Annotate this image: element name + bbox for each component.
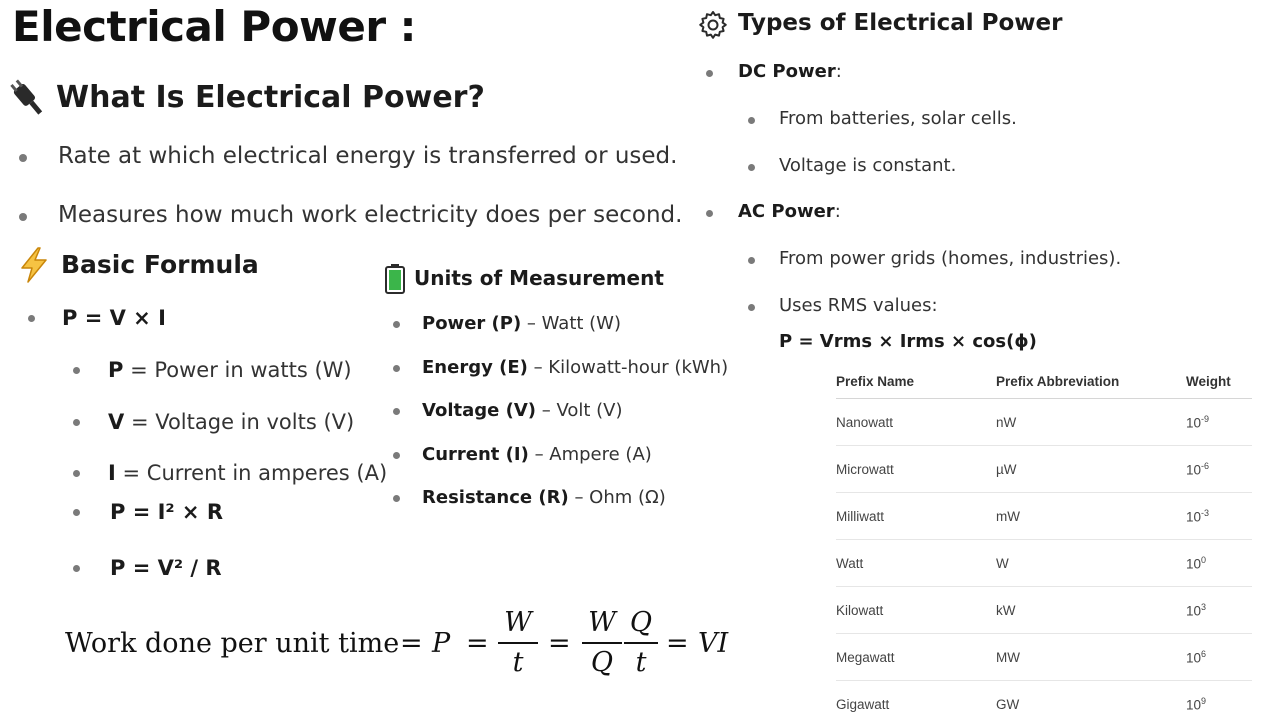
what-is-bullet-1: Rate at which electrical energy is transferred or used. xyxy=(58,143,677,169)
fraction-bar xyxy=(498,642,538,644)
bullet-icon xyxy=(19,154,27,162)
weight-exponent: -6 xyxy=(1201,461,1209,471)
prefix-weight xyxy=(1186,587,1252,634)
fraction-w-over-t xyxy=(498,606,538,680)
ac-label: AC Power xyxy=(738,201,835,222)
def-power xyxy=(108,358,352,382)
prefix-weight xyxy=(1186,493,1252,540)
page-title: Electrical Power : xyxy=(12,2,416,51)
dc-item-2: Voltage is constant. xyxy=(779,155,956,176)
prefix-abbreviation: mW xyxy=(996,493,1186,540)
def-current xyxy=(108,461,387,485)
weight-base: 10 xyxy=(1186,603,1201,618)
prefix-name: Megawatt xyxy=(836,634,996,681)
main-formula: P = V × I xyxy=(62,306,166,330)
denominator: Q xyxy=(582,646,622,680)
dc-item-1: From batteries, solar cells. xyxy=(779,108,1017,129)
bullet-icon xyxy=(73,419,80,426)
table-row xyxy=(836,540,1252,587)
formula-rhs: VI xyxy=(698,628,728,659)
weight-base: 10 xyxy=(1186,556,1201,571)
bullet-icon xyxy=(73,509,80,516)
denominator: t xyxy=(624,646,658,680)
weight-exponent: 9 xyxy=(1201,696,1206,706)
weight-base: 10 xyxy=(1186,415,1201,430)
table-row xyxy=(836,587,1252,634)
table-row xyxy=(836,399,1252,446)
bullet-icon xyxy=(748,164,755,171)
def-symbol: P xyxy=(108,358,123,382)
fraction-q-over-t xyxy=(624,606,658,680)
dc-power-label xyxy=(738,61,842,82)
bullet-icon xyxy=(393,495,400,502)
unit-name: Power ( xyxy=(422,313,500,334)
unit-close: ) xyxy=(560,487,568,508)
table-row xyxy=(836,446,1252,493)
prefix-name: Milliwatt xyxy=(836,493,996,540)
def-text: = Current in amperes (A) xyxy=(116,461,387,485)
prefix-weight xyxy=(1186,399,1252,446)
denominator: t xyxy=(498,646,538,680)
lightning-icon xyxy=(16,246,52,288)
types-heading: Types of Electrical Power xyxy=(738,10,1062,36)
gear-icon xyxy=(698,10,728,44)
unit-symbol: R xyxy=(547,487,561,508)
bullet-icon xyxy=(706,210,713,217)
bullet-icon xyxy=(73,565,80,572)
unit-desc: – Volt (V) xyxy=(536,400,623,421)
ac-item-2: Uses RMS values: xyxy=(779,295,938,316)
unit-item-voltage xyxy=(422,400,623,421)
ac-power-label xyxy=(738,201,841,222)
unit-symbol: I xyxy=(514,444,521,465)
unit-name: Current ( xyxy=(422,444,514,465)
prefix-abbreviation: kW xyxy=(996,587,1186,634)
weight-exponent: 3 xyxy=(1201,602,1206,612)
battery-icon xyxy=(385,264,405,298)
fraction-w-over-q xyxy=(582,606,622,680)
weight-base: 10 xyxy=(1186,650,1201,665)
unit-item-energy xyxy=(422,357,728,378)
column-header: Prefix Abbreviation xyxy=(996,364,1186,399)
formula-eq: = xyxy=(548,628,571,659)
alt-formula-1: P = I² × R xyxy=(110,500,223,524)
weight-base: 10 xyxy=(1186,509,1201,524)
table-row xyxy=(836,493,1252,540)
prefix-abbreviation: GW xyxy=(996,681,1186,727)
bullet-icon xyxy=(393,452,400,459)
unit-close: ) xyxy=(520,357,528,378)
bullet-icon xyxy=(73,367,80,374)
unit-symbol: P xyxy=(500,313,513,334)
prefix-abbreviation: µW xyxy=(996,446,1186,493)
bullet-icon xyxy=(393,408,400,415)
table-row xyxy=(836,681,1252,727)
fraction-bar xyxy=(624,642,658,644)
column-header: Weight xyxy=(1186,364,1252,399)
bullet-icon xyxy=(393,365,400,372)
bullet-icon xyxy=(28,315,35,322)
prefix-weight xyxy=(1186,634,1252,681)
label-colon: : xyxy=(835,201,841,222)
prefix-name: Microwatt xyxy=(836,446,996,493)
formula-p: P xyxy=(432,628,450,659)
prefix-weight xyxy=(1186,540,1252,587)
formula-eq: = xyxy=(466,628,489,659)
unit-item-power xyxy=(422,313,621,334)
unit-symbol: V xyxy=(514,400,528,421)
plug-icon xyxy=(8,78,46,122)
def-symbol: I xyxy=(108,461,116,485)
unit-close: ) xyxy=(528,400,536,421)
weight-exponent: -3 xyxy=(1201,508,1209,518)
prefix-name: Gigawatt xyxy=(836,681,996,727)
unit-desc: – Ohm (Ω) xyxy=(569,487,666,508)
weight-exponent: 0 xyxy=(1201,555,1206,565)
formula-lhs: Work done per unit time xyxy=(65,628,399,659)
prefix-abbreviation: W xyxy=(996,540,1186,587)
unit-close: ) xyxy=(513,313,521,334)
units-heading: Units of Measurement xyxy=(414,266,664,290)
unit-name: Voltage ( xyxy=(422,400,514,421)
unit-desc: – Watt (W) xyxy=(521,313,621,334)
prefix-weight xyxy=(1186,446,1252,493)
def-voltage xyxy=(108,410,354,434)
alt-formula-2: P = V² / R xyxy=(110,556,222,580)
prefix-table xyxy=(836,364,1252,727)
bullet-icon xyxy=(748,257,755,264)
ac-item-1: From power grids (homes, industries). xyxy=(779,248,1121,269)
unit-desc: – Kilowatt-hour (kWh) xyxy=(528,357,728,378)
bullet-icon xyxy=(748,304,755,311)
prefix-name: Nanowatt xyxy=(836,399,996,446)
table-header-row xyxy=(836,364,1252,399)
weight-base: 10 xyxy=(1186,462,1201,477)
unit-name: Resistance ( xyxy=(422,487,547,508)
def-text: = Voltage in volts (V) xyxy=(124,410,354,434)
prefix-abbreviation: nW xyxy=(996,399,1186,446)
weight-exponent: 6 xyxy=(1201,649,1206,659)
bullet-icon xyxy=(393,321,400,328)
unit-item-resistance xyxy=(422,487,666,508)
rms-formula: P = Vrms × Irms × cos(ϕ) xyxy=(779,331,1037,352)
prefix-name: Kilowatt xyxy=(836,587,996,634)
weight-exponent: -9 xyxy=(1201,414,1209,424)
unit-name: Energy ( xyxy=(422,357,507,378)
formula-eq: = xyxy=(400,628,423,659)
unit-symbol: E xyxy=(507,357,519,378)
prefix-name: Watt xyxy=(836,540,996,587)
numerator: Q xyxy=(624,606,658,640)
table-row xyxy=(836,634,1252,681)
unit-item-current xyxy=(422,444,652,465)
def-text: = Power in watts (W) xyxy=(123,358,351,382)
bullet-icon xyxy=(19,213,27,221)
def-symbol: V xyxy=(108,410,124,434)
what-is-bullet-2: Measures how much work electricity does per second. xyxy=(58,202,682,228)
basic-formula-heading: Basic Formula xyxy=(61,250,259,279)
bullet-icon xyxy=(73,470,80,477)
label-colon: : xyxy=(836,61,842,82)
column-header: Prefix Name xyxy=(836,364,996,399)
numerator: W xyxy=(498,606,538,640)
unit-desc: – Ampere (A) xyxy=(529,444,652,465)
fraction-bar xyxy=(582,642,622,644)
what-is-heading: What Is Electrical Power? xyxy=(56,80,485,115)
weight-base: 10 xyxy=(1186,697,1201,712)
unit-close: ) xyxy=(521,444,529,465)
formula-eq: = xyxy=(666,628,689,659)
bullet-icon xyxy=(748,117,755,124)
dc-label: DC Power xyxy=(738,61,836,82)
bullet-icon xyxy=(706,70,713,77)
numerator: W xyxy=(582,606,622,640)
prefix-abbreviation: MW xyxy=(996,634,1186,681)
prefix-weight xyxy=(1186,681,1252,727)
